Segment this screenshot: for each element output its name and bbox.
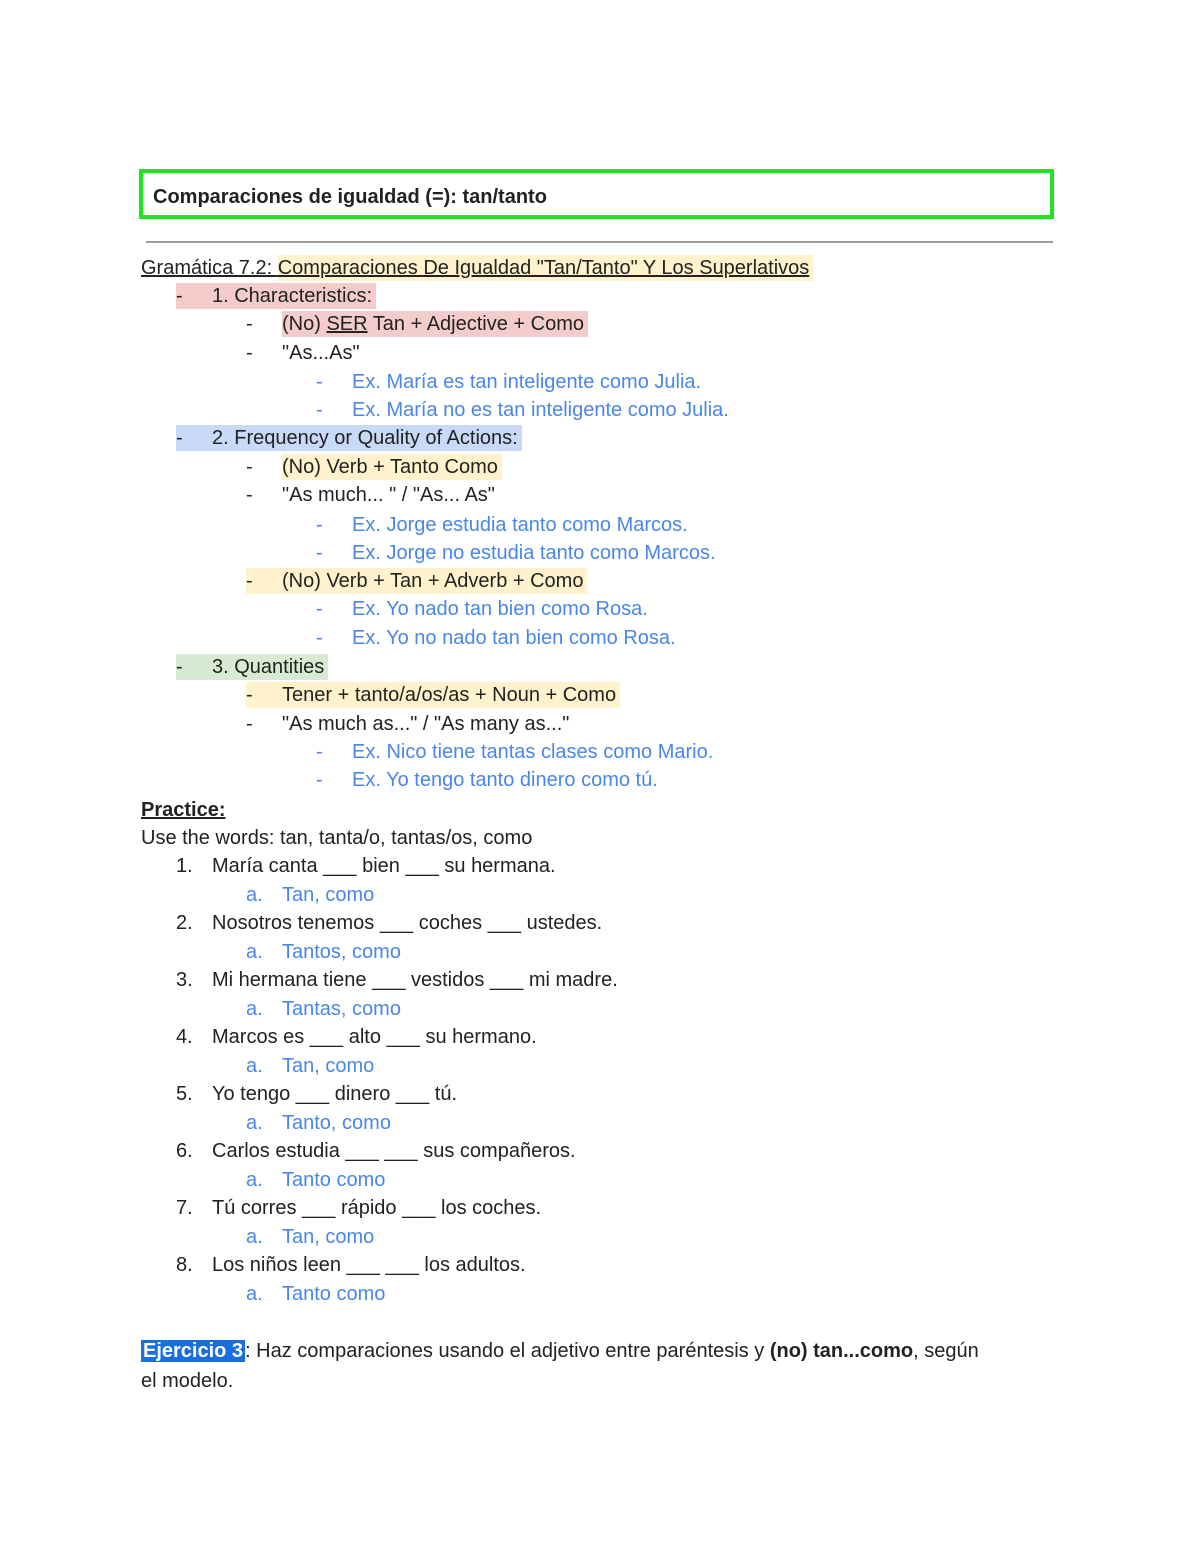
ejercicio-line-2: el modelo. [141, 1370, 234, 1392]
gramatica-link[interactable]: Comparaciones De Igualdad "Tan/Tanto" Y Los Superlativos [278, 255, 814, 281]
horizontal-rule [146, 241, 1053, 243]
answer-marker: a. [246, 1169, 263, 1191]
practice-answer [246, 1223, 374, 1251]
section2-example-4: - Ex. Yo no nado tan bien como Rosa. [316, 627, 676, 649]
answer-marker: a. [246, 998, 263, 1020]
section1-meaning: - "As...As" [246, 342, 360, 364]
practice-instructions: Use the words: tan, tanta/o, tantas/os, como [141, 827, 533, 849]
section1-rule: - (No) SER Tan + Adjective + Como [246, 310, 588, 338]
answer-marker: a. [246, 1112, 263, 1134]
practice-question [176, 1251, 526, 1279]
answer-text: Tan, como [282, 884, 375, 906]
section2-heading: - 2. Frequency or Quality of Actions: [176, 424, 522, 452]
answer-text: Tan, como [282, 1226, 375, 1248]
practice-answer [246, 1052, 374, 1080]
question-number: 6. [176, 1140, 193, 1162]
question-number: 3. [176, 969, 193, 991]
section1-example-2: - Ex. María no es tan inteligente como Julia. [316, 399, 729, 421]
practice-answer [246, 1166, 385, 1194]
question-text: María canta ___ bien ___ su hermana. [212, 855, 556, 877]
question-number: 5. [176, 1083, 193, 1105]
section1-example-1: - Ex. María es tan inteligente como Julia. [316, 371, 702, 393]
question-number: 4. [176, 1026, 193, 1048]
section2-label: 2. Frequency or Quality of Actions: [212, 427, 518, 449]
practice-question [176, 909, 602, 937]
question-text: Marcos es ___ alto ___ su hermano. [212, 1026, 537, 1048]
answer-text: Tanto como [282, 1169, 386, 1191]
question-text: Carlos estudia ___ ___ sus compañeros. [212, 1140, 576, 1162]
answer-marker: a. [246, 941, 263, 963]
question-number: 1. [176, 855, 193, 877]
section3-rule: - Tener + tanto/a/os/as + Noun + Como [246, 681, 620, 709]
answer-marker: a. [246, 884, 263, 906]
gramatica-line [141, 254, 813, 282]
question-number: 7. [176, 1197, 193, 1219]
question-text: Nosotros tenemos ___ coches ___ ustedes. [212, 912, 603, 934]
section3-label: 3. Quantities [212, 656, 325, 678]
question-number: 2. [176, 912, 193, 934]
question-text: Tú corres ___ rápido ___ los coches. [212, 1197, 542, 1219]
practice-question [176, 1023, 537, 1051]
section1-heading: - 1. Characteristics: [176, 282, 376, 310]
practice-answer [246, 995, 401, 1023]
section2-example-2: - Ex. Jorge no estudia tanto como Marcos. [316, 542, 716, 564]
ejercicio-bold: (no) tan...como [769, 1340, 914, 1362]
practice-answer [246, 938, 401, 966]
page-title: Comparaciones de igualdad (=): tan/tanto [153, 186, 547, 208]
practice-answer [246, 1109, 391, 1137]
answer-marker: a. [246, 1226, 263, 1248]
section2-rule-2: - (No) Verb + Tan + Adverb + Como [246, 567, 587, 595]
practice-question [176, 1194, 541, 1222]
question-text: Mi hermana tiene ___ vestidos ___ mi madre. [212, 969, 618, 991]
practice-answer [246, 1280, 385, 1308]
answer-text: Tanto como [282, 1283, 386, 1305]
section2-rule-1: - (No) Verb + Tanto Como [246, 453, 502, 481]
practice-question [176, 852, 556, 880]
answer-text: Tanto, como [282, 1112, 391, 1134]
answer-marker: a. [246, 1283, 263, 1305]
section3-meaning: - "As much as..." / "As many as..." [246, 713, 570, 735]
section3-heading: - 3. Quantities [176, 653, 328, 681]
answer-text: Tan, como [282, 1055, 375, 1077]
section2-example-1: - Ex. Jorge estudia tanto como Marcos. [316, 514, 688, 536]
ejercicio-label: Ejercicio 3 [143, 1340, 244, 1362]
section3-example-2: - Ex. Yo tengo tanto dinero como tú. [316, 769, 658, 791]
question-text: Los niños leen ___ ___ los adultos. [212, 1254, 526, 1276]
gramatica-prefix: Gramática 7.2: [141, 257, 278, 279]
section1-label: 1. Characteristics: [212, 285, 373, 307]
section2-meaning: - "As much... " / "As... As" [246, 484, 495, 506]
practice-question [176, 1137, 576, 1165]
answer-marker: a. [246, 1055, 263, 1077]
ser-word: SER [326, 313, 368, 335]
section2-example-3: - Ex. Yo nado tan bien como Rosa. [316, 598, 648, 620]
practice-question [176, 1080, 457, 1108]
question-text: Yo tengo ___ dinero ___ tú. [212, 1083, 458, 1105]
answer-text: Tantos, como [282, 941, 401, 963]
question-number: 8. [176, 1254, 193, 1276]
practice-heading: Practice: [141, 799, 226, 821]
practice-question [176, 966, 618, 994]
practice-answer [246, 881, 374, 909]
ejercicio-line: Ejercicio 3 : Haz comparaciones usando el adjetivo entre paréntesis y (no) tan...como, según [143, 1340, 979, 1362]
section3-example-1: - Ex. Nico tiene tantas clases como Mario. [316, 741, 714, 763]
title-box [139, 169, 1054, 219]
answer-text: Tantas, como [282, 998, 401, 1020]
